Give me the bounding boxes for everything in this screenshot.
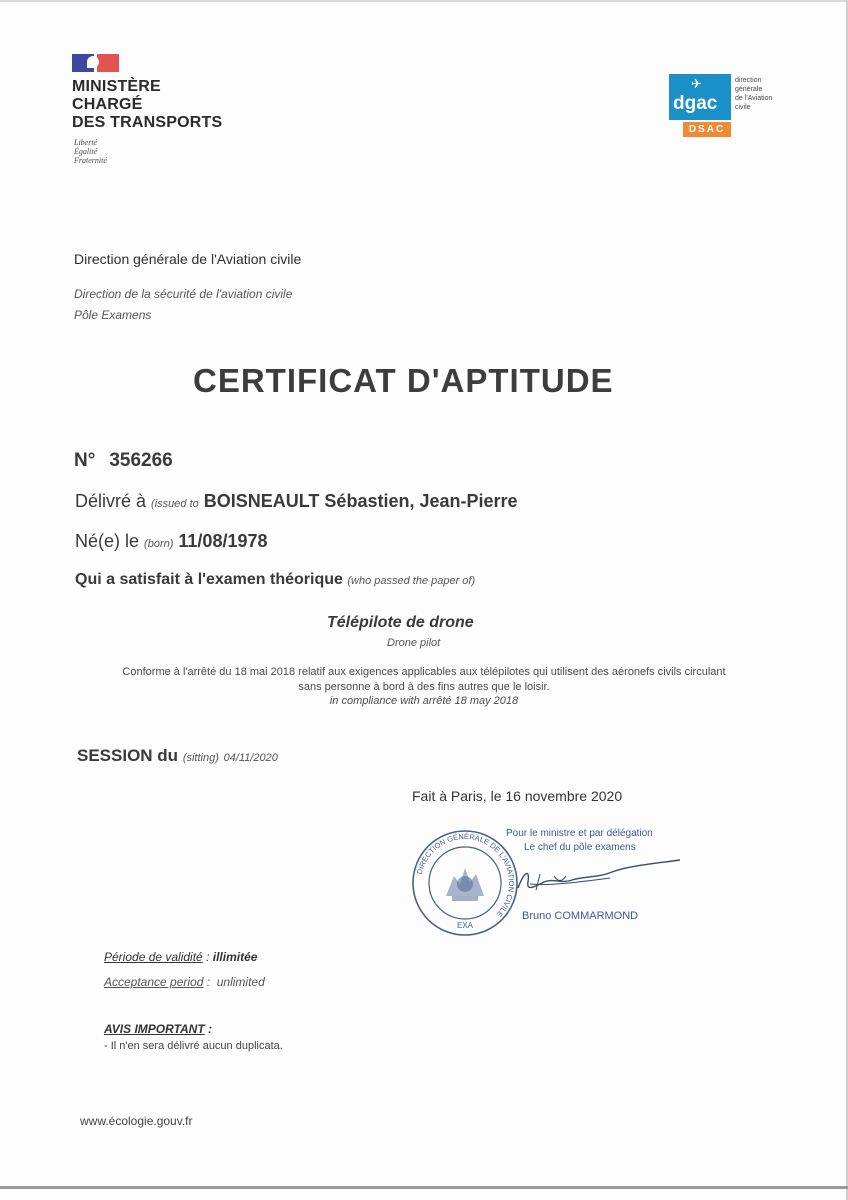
conformity-line-1: Conforme à l'arrêté du 18 mai 2018 relatif aux exigences applicables aux télépilotes qui utilisent des aéronefs civils circulant [122, 666, 726, 678]
issued-place-date: Fait à Paris, le 16 novembre 2020 [412, 788, 623, 804]
dgac-caption-line: civile [735, 104, 751, 111]
dgac-caption-line: générale [735, 86, 763, 93]
certificate-title: CERTIFICAT D'APTITUDE [193, 362, 614, 399]
notice-title: AVIS IMPORTANT : [104, 1022, 213, 1036]
handwritten-signature [510, 852, 690, 902]
birth-date: 11/08/1978 [178, 531, 268, 551]
validity-value-fr: illimitée [212, 950, 258, 964]
passed-label-en: (who passed the paper of) [347, 575, 476, 587]
issued-label-en: (issued to [151, 498, 199, 510]
conformity-line-en: in compliance with arrêté 18 may 2018 [329, 695, 519, 707]
certificate-number [74, 450, 173, 472]
dgac-logo-word: dgac [673, 93, 718, 114]
session-label-en: (sitting) [182, 752, 219, 764]
validity-label-fr: Période de validité [104, 950, 203, 964]
scan-edge-bottom [0, 1186, 848, 1189]
signer-name: Bruno COMMARMOND [522, 910, 639, 922]
motto-line: Fraternité [74, 156, 107, 165]
holder-name: BOISNEAULT Sébastien, Jean-Pierre [203, 491, 518, 511]
seal-text: DIRECTION GÉNÉRALE DE L'AVIATION CIVILE [414, 831, 517, 919]
plane-icon: ✈ [691, 77, 702, 92]
dsac-tag: DSAC [683, 122, 731, 137]
republic-motto [74, 138, 107, 165]
exam-title: Télépilote de drone [327, 614, 474, 631]
exam-title-en: Drone pilot [387, 637, 441, 649]
seal-label: EXA [456, 921, 474, 930]
authority-department: Pôle Examens [74, 308, 152, 322]
ministry-name [72, 78, 222, 132]
born-label: Né(e) le [75, 531, 140, 551]
validity-en: Acceptance period : unlimited [104, 975, 265, 989]
notice-text: - Il n'en sera délivré aucun duplicata. [104, 1040, 283, 1052]
validity-label-en: Acceptance period [104, 975, 204, 989]
passed-label: Qui a satisfait à l'examen théorique [75, 571, 343, 588]
delegation-line-1: Pour le ministre et par délégation [506, 828, 653, 839]
delegation-line-2: Le chef du pôle examens [524, 842, 636, 853]
dgac-caption-line: direction [735, 77, 762, 84]
dgac-logo [669, 74, 734, 140]
motto-line: Liberté [74, 138, 98, 147]
number-label: N° [74, 450, 96, 471]
footer-website: www.écologie.gouv.fr [80, 1114, 193, 1128]
marianne-flag-icon [72, 54, 119, 72]
number-value: 356266 [109, 450, 173, 471]
dgac-logo-caption [735, 76, 805, 112]
ministry-line: DES TRANSPORTS [72, 114, 223, 131]
session-label: SESSION du [77, 746, 179, 765]
ministry-line: MINISTÈRE [72, 78, 161, 95]
issued-to-row [75, 491, 518, 512]
official-seal-icon [410, 828, 520, 938]
born-label-en: (born) [144, 538, 174, 550]
validity-fr: Période de validité : illimitée [104, 950, 258, 964]
birth-date-row [75, 531, 268, 552]
dgac-caption-line: de l'Aviation [735, 95, 773, 102]
conformity-line-2: sans personne à bord à des fins autres que le loisir. [298, 681, 550, 693]
passed-exam-row [75, 571, 475, 589]
validity-value-en: unlimited [216, 975, 265, 989]
motto-line: Égalité [74, 147, 98, 156]
scan-edge-top [0, 0, 848, 2]
session-date: 04/11/2020 [223, 752, 278, 764]
session-row [77, 746, 278, 766]
notice-title-text: AVIS IMPORTANT [104, 1022, 205, 1036]
authority-subtitle: Direction de la sécurité de l'aviation civile [74, 287, 293, 301]
dgac-logo-box [669, 74, 731, 120]
authority-title: Direction générale de l'Aviation civile [74, 251, 302, 267]
issued-label: Délivré à [75, 491, 147, 511]
ministry-line: CHARGÉ [72, 96, 143, 113]
